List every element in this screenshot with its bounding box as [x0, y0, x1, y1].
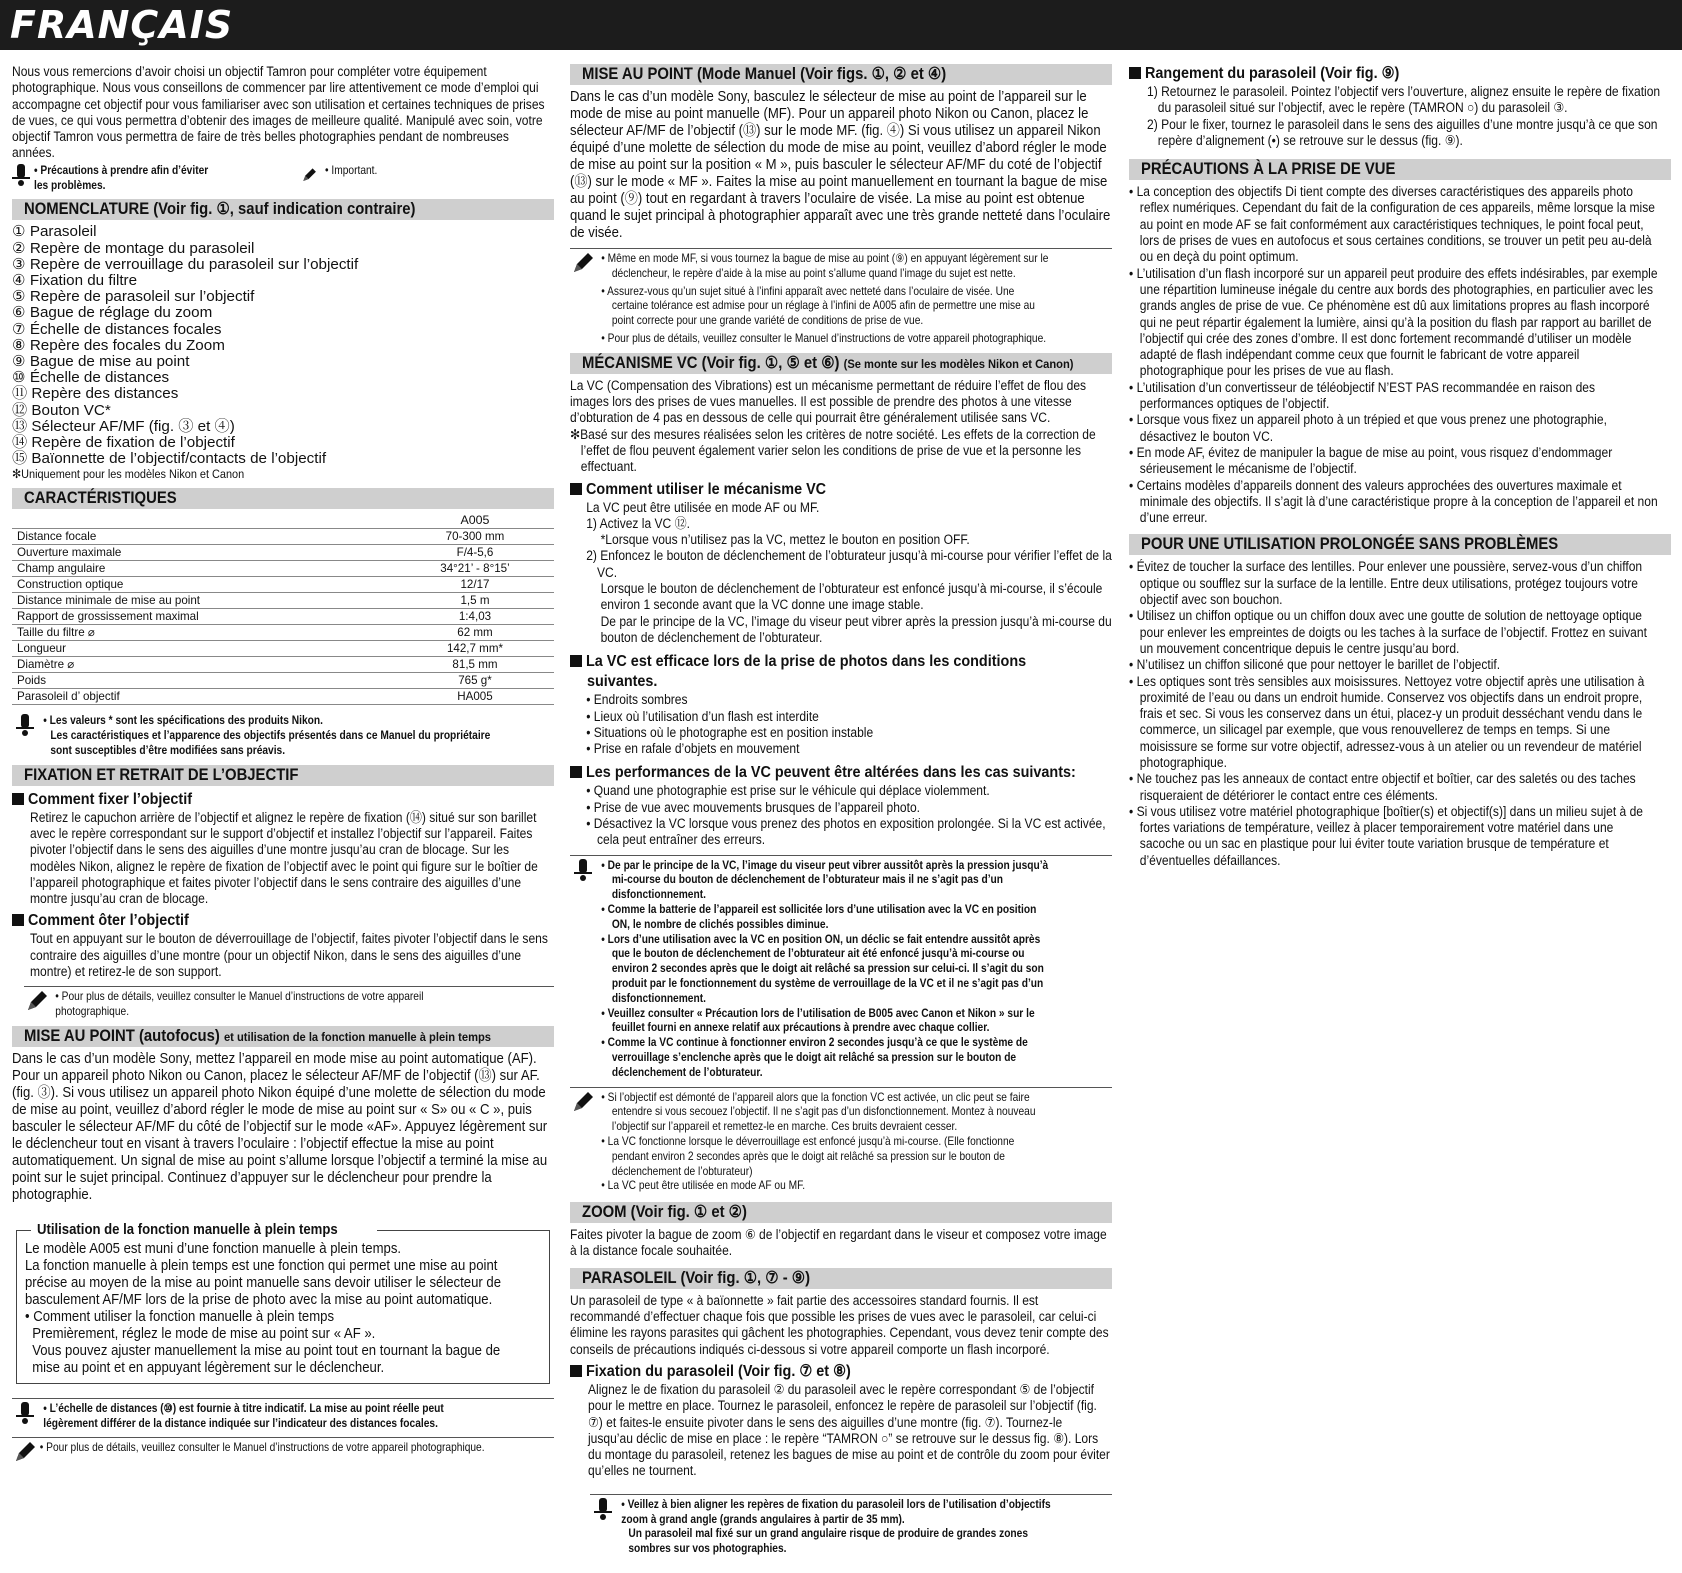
- spec-row: [12, 673, 554, 689]
- list-item: • Certains modèles d’appareils donnent des valeurs approchées des ouvertures maximale et minimale des objectifs. Il s’agit là d’une caractéristique propre à la conception de l’appareil et non d’une erreur.: [1129, 477, 1658, 526]
- specs-model: A005: [460, 513, 490, 528]
- spec-label: Diamètre ⌀: [12, 657, 396, 673]
- warning-icon: [590, 1498, 616, 1522]
- spec-value: F/4-5,6: [396, 545, 554, 561]
- note-item: • La VC fonctionne lorsque le déverrouillage est enfoncé jusqu’à mi-course. (Elle fonctionne pendant environ 2 secondes après que le doigt ait relâché sa pression sur le bouton de déclenchement de l’obturateur): [601, 1134, 1015, 1178]
- precautions-heading: PRÉCAUTIONS À LA PRISE DE VUE: [1129, 159, 1671, 180]
- list-item: • Désactivez la VC lorsque vous prenez des photos en exposition prolongée. Si la VC est activée, cela peut entraîner des erreurs.: [586, 816, 1106, 848]
- spec-value: 62 mm: [396, 625, 554, 641]
- list-item: • Prise de vue avec mouvements brusques de l’appareil photo.: [586, 799, 921, 815]
- nomenclature-item: ⑩ Échelle de distances: [12, 369, 170, 387]
- nomenclature-item: ⑧ Repère des focales du Zoom: [12, 336, 225, 354]
- spec-value: 765 g*: [396, 673, 554, 689]
- spec-row: [12, 545, 554, 561]
- mf-text: Dans le cas d’un modèle Sony, basculez le sélecteur de mise au point de l’appareil sur le mode de mise au point manuelle (MF). Pour un appareil photo Nikon ou Canon, placez le sélecteur AF/MF de l’objectif (⑬) sur le mode MF. (fig. ④) Si vous utilisez un appareil Nikon équipé d’une molette de sélection du mode de mise au point, veuillez d’abord régler le mode de mise au point sur la position « M », puis basculer le sélecteur AF/MF du coté de l’objectif (⑬) sur le mode « MF ». Faites la mise au point manuellement en tournant la bague de mise au point (⑨) tout en regardant à travers l’oculaire de visée. La mise au point est obtenue quand le sujet principal à photographier apparaît avec une très grande netteté dans l’oculaire de visée.: [570, 89, 1111, 241]
- list-item: 2) Pour le fixer, tournez le parasoleil dans le sens des aiguilles d’une montre jusqu’à ce que son repère d’alignement (•) se retrouve sur le dessus (fig. ⑨).: [1147, 116, 1658, 148]
- hood-warning: [590, 1494, 1112, 1557]
- list-item: • N’utilisez un chiffon siliconé que pour nettoyer le barillet de l’objectif.: [1129, 657, 1501, 673]
- spec-row: [12, 593, 554, 609]
- list-item: 1) Retournez le parasoleil. Pointez l’objectif vers l’ouverture, alignez ensuite le repère de fixation du parasoleil situé sur l’objectif, avec le repère (TAMRON ○) du parasoleil ③.: [1147, 84, 1661, 116]
- specs-note: [12, 711, 554, 758]
- column-1: [12, 64, 554, 1463]
- vc-altered-list: [570, 783, 1113, 848]
- mf-note-3: • Pour plus de détails, veuillez consulter le Manuel d’instructions de votre appareil photographique.: [601, 331, 1047, 345]
- vc-effective-title-2: suivantes.: [587, 673, 658, 691]
- spec-label: Longueur: [12, 641, 396, 657]
- mount-note-text: • Pour plus de détails, veuillez consulter le Manuel d’instructions de votre appareil photographique.: [55, 990, 424, 1019]
- nomenclature-item: ① Parasoleil: [12, 223, 97, 241]
- af-heading: MISE AU POINT (autofocus) et utilisation de la fonction manuelle à plein temps: [12, 1026, 554, 1047]
- nomenclature-item: ⑬ Sélecteur AF/MF (fig. ③ et ④): [12, 417, 235, 435]
- legend-important-text: • Important.: [324, 163, 377, 177]
- vc-notes: [570, 1087, 1112, 1195]
- nomenclature-heading: NOMENCLATURE (Voir fig. ①, sauf indication contraire): [12, 199, 554, 220]
- spec-row: [12, 689, 554, 705]
- pen-icon: [570, 252, 596, 274]
- warning-item: • Veuillez consulter « Précaution lors de l’utilisation de B005 avec Canon et Nikon » sur le feuillet fourni en annexe relatif aux précautions à prendre avec chaque collier.: [601, 1006, 1035, 1035]
- specs-table: [12, 513, 554, 705]
- vc-effective-title: La VC est efficace lors de la prise de photos dans les conditions: [570, 652, 1112, 671]
- warning-icon: [12, 714, 38, 738]
- pen-icon: [570, 1091, 596, 1113]
- vc-use-steps: La VC peut être utilisée en mode AF ou MF. 1) Activez la VC ⑫. *Lorsque vous n’utilisez pas la VC, mettez le bouton en position OFF. 2) Enfoncez le bouton de déclenchement de l’obturateur jusqu’à mi-course pour vérifier l’effet de la VC. Lorsque le bouton de déclenchement de l’obturateur est enfoncé jusqu’à mi-course, il s’écoule environ 1 seconde avant que la VC donne une image stable. De par le principe de la VC, l’image du viseur peut vibrer après la pression jusqu’à mi-course du bouton de déclenchement de l’obturateur.: [586, 499, 1112, 645]
- hood-warning-text: • Veillez à bien aligner les repères de fixation du parasoleil lors de l’utilisation d’objectifs zoom à grand angle (grands angulaires à partir de 35 mm).: [621, 1497, 1051, 1526]
- legend: [12, 164, 554, 194]
- vc-use-title: Comment utiliser le mécanisme VC: [570, 480, 1112, 499]
- list-item: • Si vous utilisez votre matériel photographique [boîtier(s) et objectif(s)] dans un milieu sujet à de fortes variations de température, veillez à placer temporairement votre matériel dans une sacoche ou un sac en plastique pour lui éviter toute variation brusque de température et d’éventuelles défaillances.: [1129, 803, 1643, 868]
- af-note-text: • Pour plus de détails, veuillez consulter le Manuel d’instructions de votre appareil photographique.: [39, 1441, 485, 1455]
- legend-warning-text: • Précautions à prendre afin d’éviter les problèmes.: [34, 163, 209, 192]
- hood-store-list: [1129, 84, 1669, 149]
- list-item: • Prise en rafale d’objets en mouvement: [586, 741, 800, 757]
- full-time-manual-title: Utilisation de la fonction manuelle à plein temps: [31, 1220, 377, 1240]
- spec-label: Construction optique: [12, 577, 396, 593]
- nomenclature-item: ⑥ Bague de réglage du zoom: [12, 304, 213, 322]
- spec-row: [12, 561, 554, 577]
- spec-row: [12, 641, 554, 657]
- zoom-heading: ZOOM (Voir fig. ① et ②): [570, 1202, 1112, 1223]
- mf-heading: MISE AU POINT (Mode Manuel (Voir figs. ①, ② et ④): [570, 64, 1112, 85]
- af-warning: [12, 1398, 554, 1432]
- nomenclature-item: ⑪ Repère des distances: [12, 385, 179, 403]
- specs-note-text: • Les valeurs * sont les spécifications des produits Nikon.: [43, 714, 323, 728]
- warning-item: • De par le principe de la VC, l’image du viseur peut vibrer aussitôt après la pression jusqu’à mi-course du bouton de déclenchement de l’obturateur mais il ne s’agit pas d’un disfonctionnement.: [601, 858, 1049, 902]
- column-3: [1129, 64, 1671, 869]
- mf-note-1: • Même en mode MF, si vous tournez la bague de mise au point (⑨) en appuyant légèrement sur le déclencheur, le repère d’aide à la mise au point s’allume quand l’image du sujet est nette.: [601, 252, 1049, 280]
- spec-label: Champ angulaire: [12, 561, 396, 577]
- mount-note: [24, 986, 554, 1020]
- nomenclature-item: ⑨ Bague de mise au point: [12, 353, 190, 370]
- detach-title: Comment ôter l’objectif: [12, 911, 554, 930]
- nomenclature-item: ⑦ Échelle de distances focales: [12, 320, 222, 338]
- spec-label: Poids: [12, 673, 396, 689]
- nomenclature-item: ③ Repère de verrouillage du parasoleil sur l’objectif: [12, 255, 359, 273]
- af-warning-text: • L’échelle de distances (⑩) est fournie à titre indicatif. La mise au point réelle peut légèrement différer de la distance indiquée sur l’indicateur des distances focales.: [43, 1401, 444, 1430]
- spec-value: 12/17: [396, 577, 554, 593]
- vc-heading: MÉCANISME VC (Voir fig. ①, ⑤ et ⑥) (Se monte sur les modèles Nikon et Canon): [570, 353, 1112, 374]
- af-text: Dans le cas d’un modèle Sony, mettez l’appareil en mode mise au point automatique (AF). Pour un appareil photo Nikon ou Canon, placez le sélecteur AF/MF de l’objectif (⑬) sur AF. (fig. ③). Si vous utilisez un appareil photo Nikon équipé d’une molette de sélection du mode de mise au point, veuillez d’abord régler le mode de mise au point sur « S» ou « C », puis basculer le sélecteur AF/MF du côté de l’objectif sur le mode «AF». Appuyez légèrement sur le déclencheur tout en visant à travers l’oculaire : l’objectif effectue la mise au point automatiquement. Un signal de mise au point s’allume lorsque l’objectif a terminé la mise au point sur le sujet principal. Continuez d’appuyer sur le déclencheur pour prendre la photographie.: [12, 1050, 548, 1203]
- spec-value: HA005: [396, 689, 554, 705]
- warning-icon: [570, 859, 596, 883]
- mf-notes: [570, 248, 1112, 347]
- hood-store-title: Rangement du parasoleil (Voir fig. ⑨): [1129, 64, 1671, 83]
- column-2: [570, 64, 1112, 1557]
- hood-heading: PARASOLEIL (Voir fig. ①, ⑦ - ⑨): [570, 1268, 1112, 1289]
- list-item: • Évitez de toucher la surface des lentilles. Pour enlever une poussière, servez-vous d’un chiffon optique ou soufflez sur la surface de la lentille. Entre deux utilisations, protégez toujours votre objectif avec son bouchon.: [1129, 559, 1643, 608]
- nomenclature-item: ② Repère de montage du parasoleil: [12, 239, 255, 257]
- note-item: • Si l’objectif est démonté de l’appareil alors que la fonction VC est activée, un clic peut se faire entendre si vous secouez l’objectif. Il ne s’agit pas d’un disfonctionnement. Montez à nouveau l’objectif sur l’appareil et remettez-le en marche. Ces bruits devraient cesser.: [601, 1090, 1036, 1134]
- warning-icon: [12, 1402, 38, 1426]
- hood-text: Un parasoleil de type « à baïonnette » fait partie des accessoires standard fournis. Il est recommandé d’effectuer chaque fois que possible les prises de vues avec le parasoleil, car celui-ci élimine les rayons parasites qui gâchent les photographies. Cependant, vous devez tenir compte des conseils de précautions indiqués ci-dessous si votre appareil comporte un flash incorporé.: [570, 1292, 1109, 1357]
- list-item: • Situations où le photographe est en position instable: [586, 724, 874, 740]
- mount-heading: FIXATION ET RETRAIT DE L’OBJECTIF: [12, 765, 554, 786]
- nomenclature-item: ⑫ Bouton VC*: [12, 401, 111, 419]
- list-item: • Utilisez un chiffon optique ou un chiffon doux avec une goutte de solution de nettoyage optique pour enlever les empreintes de doigts ou les taches à la surface de l’objectif. Frottez en suivant un mouvement concentrique depuis le centre jusqu’au bord.: [1129, 608, 1647, 656]
- list-item: • Les optiques sont très sensibles aux moisissures. Nettoyez votre objectif après une utilisation à proximité de l’eau ou dans un endroit humide. Conservez vos objectifs dans un endroit propre, frais et sec. Si vous les conservez dans un étui, placez-y un produit desséchant vendu dans le commerce, un silicagel par exemple, que vous renouvellerez de temps en temps. Si une moisissure se forme sur votre objectif, adressez-vous à un atelier ou un revendeur de matériel photographique.: [1129, 673, 1645, 770]
- spec-label: Distance minimale de mise au point: [12, 593, 396, 609]
- spec-label: Rapport de grossissement maximal: [12, 609, 396, 625]
- hood-fix-title: Fixation du parasoleil (Voir fig. ⑦ et ⑧): [570, 1362, 1112, 1381]
- list-item: • Lorsque vous fixez un appareil photo à un trépied et que vous prenez une photographie, désactivez le bouton VC.: [1129, 412, 1607, 444]
- specs-heading: CARACTÉRISTIQUES: [12, 488, 554, 509]
- nomenclature-item: ⑮ Baïonnette de l’objectif/contacts de l’objectif: [12, 450, 327, 468]
- precautions-list: [1129, 184, 1661, 526]
- warning-item: • Comme la batterie de l’appareil est sollicitée lors d’une utilisation avec la VC en position ON, le nombre de clichés possibles diminue.: [601, 903, 1037, 931]
- spec-row: [12, 657, 554, 673]
- mf-note-2: • Assurez-vous qu’un sujet situé à l’infini apparaît avec netteté dans l’oculaire de visée. Une certaine tolérance est admise pour un réglage à l’infini de A005 afin de permettre une mise au point correcte pour une grande variété de conditions de prise de vue.: [601, 284, 1035, 328]
- vc-footnote: ✻Basé sur des mesures réalisées selon les critères de notre société. Les effets de la correction de l’effet de flou peuvent également varier selon les conditions de prise de vue et la personne les effectuant.: [570, 426, 1096, 475]
- note-item: • La VC peut être utilisée en mode AF ou MF.: [601, 1179, 806, 1193]
- list-item: • En mode AF, évitez de manipuler la bague de mise au point, vous risquez d’endommager sérieusement le mécanisme de l’objectif.: [1129, 444, 1613, 477]
- intro-text: Nous vous remercions d’avoir choisi un objectif Tamron pour compléter votre équipement photographique. Nous vous conseillons de commencer par lire attentivement ce mode d’emploi qui accompagne cet objectif pour vous familiariser avec son utilisation et certaines techniques de prises de vues, ce qui vous permettra d’obtenir des images de meilleure qualité. Manipulé avec soin, votre objectif Tamron vous permettra de faire de très belles photographies pendant de nombreuses années.: [12, 64, 545, 161]
- list-item: • Ne touchez pas les anneaux de contact entre objectif et boîtier, car des saletés ou des taches risqueraient de détériorer le contact entre ces éléments.: [1129, 771, 1636, 803]
- full-time-manual-box: [16, 1221, 550, 1384]
- spec-value: 70-300 mm: [396, 529, 554, 545]
- vc-warnings: [570, 855, 1112, 1081]
- list-item: • L’utilisation d’un convertisseur de téléobjectif N’EST PAS recommandée en raison des performances optiques de l’objectif.: [1129, 379, 1596, 412]
- attach-title: Comment fixer l’objectif: [12, 790, 554, 809]
- care-heading: POUR UNE UTILISATION PROLONGÉE SANS PROBLÈMES: [1129, 534, 1671, 555]
- detach-text: Tout en appuyant sur le bouton de déverrouillage de l’objectif, faites pivoter l’objectif dans le sens contraire des aiguilles d’une montre (pour un objectif Nikon, dans le sens des aiguilles d’une montre) et retirez-le de son support.: [30, 931, 548, 979]
- list-item: • Quand une photographie est prise sur le véhicule qui déplace violemment.: [586, 783, 990, 799]
- nomenclature-footnote: ✻Uniquement pour les modèles Nikon et Canon: [12, 467, 245, 482]
- spec-value: 34°21’ - 8°15’: [396, 561, 554, 577]
- warning-item: • Lors d’une utilisation avec la VC en position ON, un déclic se fait entendre aussitôt après que le bouton de déclenchement de l’obturateur ait été enfoncé jusqu’à mi-course ou environ 2 secondes après que le doigt ait relâché sa pression sur celui-ci. Il s’agit du son produit par le fonctionnement du système de verrouillage de la VC et il ne s’agit pas d’un disfonctionnement.: [601, 932, 1044, 1005]
- spec-label: Distance focale: [12, 529, 396, 545]
- care-list: [1129, 559, 1661, 869]
- af-note: [12, 1437, 554, 1463]
- spec-row: [12, 625, 554, 641]
- nomenclature-item: ⑤ Repère de parasoleil sur l’objectif: [12, 288, 255, 306]
- page-title: FRANÇAIS: [10, 3, 234, 47]
- spec-value: 81,5 mm: [396, 657, 554, 673]
- vc-effective-list: [570, 692, 1128, 757]
- spec-row: [12, 577, 554, 593]
- full-time-manual-text: Le modèle A005 est muni d’une fonction manuelle à plein temps. La fonction manuelle à plein temps est une fonction qui permet une mise au point précise au moyen de la mise au point manuelle sans devoir utiliser le sélecteur de basculement AF/MF lors de la prise de photo avec la mise au point automatique. • Comment utiliser la fonction manuelle à plein temps Premièrement, réglez le mode de mise au point sur « AF ». Vous pouvez ajuster manuellement la mise au point tout en tournant la bague de mise au point et en appuyant légèrement sur le déclencheur.: [25, 1240, 502, 1376]
- list-item: • Endroits sombres: [586, 692, 688, 708]
- spec-label: Taille du filtre ⌀: [12, 625, 396, 641]
- nomenclature-item: ⑭ Repère de fixation de l’objectif: [12, 434, 235, 452]
- list-item: • La conception des objectifs Di tient compte des diverses caractéristiques des appareils photo reflex numériques. Cependant du fait de la configuration de ces appareils, même lorsque la mise au point en mode AF se fait conformément aux caractéristiques techniques, le point focal peut, lors de prises de vues en autofocus et sous certaines conditions, se trouver un petit peu au-delà ou en deçà du point optimum.: [1129, 184, 1655, 265]
- warning-item: • Comme la VC continue à fonctionner environ 2 secondes jusqu’à ce que le système de verrouillage s’enclenche après que le doigt ait relâché sa pression sur le bouton de déclenchement de l’obturateur.: [601, 1036, 1028, 1079]
- spec-row: [12, 529, 554, 545]
- spec-value: 1,5 m: [396, 593, 554, 609]
- vc-altered-title: Les performances de la VC peuvent être altérées dans les cas suivants:: [570, 763, 1112, 782]
- list-item: • L’utilisation d’un flash incorporé sur un appareil peut produire des effets indésirables, par exemple une répartition lumineuse inégale du centre aux bords des photographies, en particulier avec les grands angles de prise de vue. Ce phénomène est dû aux limitations propres au flash incorporé qui ne peut répartir également la lumière, ainsi qu’à la position du flash par rapport au barillet de l’objectif qui crée des zones d’ombre. Il est donc fortement recommandé d’utiliser un modèle adapté de flash indépendant comme ceux que fournit le fabricant de votre appareil photographique pour les prises de vue au flash.: [1129, 265, 1658, 379]
- spec-row: [12, 609, 554, 625]
- list-item: • Lieux où l’utilisation d’un flash est interdite: [586, 708, 819, 724]
- warning-icon: [12, 164, 30, 188]
- title-banner: [0, 0, 1682, 50]
- pen-icon: [24, 990, 50, 1012]
- spec-label: Ouverture maximale: [12, 545, 396, 561]
- vc-text: La VC (Compensation des Vibrations) est un mécanisme permettant de réduire l’effet de flou des images lors des prises de vues manuelles. Il est possible de prendre des photos à une vitesse d’obturation de 4 pas en dessous de celle qui pourrait être généralement utilisée sans VC.: [570, 377, 1087, 426]
- zoom-text: Faites pivoter la bague de zoom ⑥ de l’objectif en regardant dans le viseur et composez votre image à la distance focale souhaitée.: [570, 1227, 1107, 1259]
- specs-note-text-2: Les caractéristiques et l’apparence des objectifs présentés dans ce Manuel du propriétaire sont susceptibles d’être modifiées sans préavis.: [50, 729, 491, 757]
- pen-icon: [12, 1441, 38, 1463]
- spec-value: 1:4,03: [396, 609, 554, 625]
- attach-text: Retirez le capuchon arrière de l’objectif et alignez le repère de fixation (⑭) situé sur son barillet avec le repère correspondant sur le support d’objectif et installez l’objectif sur l’appareil. Faites pivoter l’objectif dans le sens des aiguilles d’une montre jusqu’au cran de blocage. Sur les modèles Nikon, alignez le repère de fixation de l’objectif avec le point qui figure sur le boîtier de l’appareil photographique et faites pivoter l’objectif dans le sens contraire des aiguilles d’une montre jusqu’au cran de blocage.: [30, 809, 538, 907]
- pen-icon: [302, 164, 317, 186]
- spec-label: Parasoleil d’ objectif: [12, 689, 396, 705]
- hood-warning-text-2: Un parasoleil mal fixé sur un grand angulaire risque de produire de grandes zones sombres sur vos photographies.: [628, 1527, 1029, 1556]
- nomenclature-list: [12, 224, 554, 467]
- spec-value: 142,7 mm*: [396, 641, 554, 657]
- hood-fix-text: Alignez le de fixation du parasoleil ② du parasoleil avec le repère correspondant ⑤ de l’objectif pour le mettre en place. Tournez le parasoleil, enfoncez le repère de parasoleil sur l’objectif (fig. ⑦) et faites-le ensuite pivoter dans le sens des aiguilles d’une montre (fig. ⑦). Tournez-le jusqu’au déclic de mise en place : le repère “TAMRON ○” se retrouve sur le dessus fig. ⑧). Lors du montage du parasoleil, retenez les bagues de mise au point et de contrôle du zoom pour éviter qu’elles ne tournent.: [588, 1381, 1110, 1479]
- nomenclature-item: ④ Fixation du filtre: [12, 271, 138, 289]
